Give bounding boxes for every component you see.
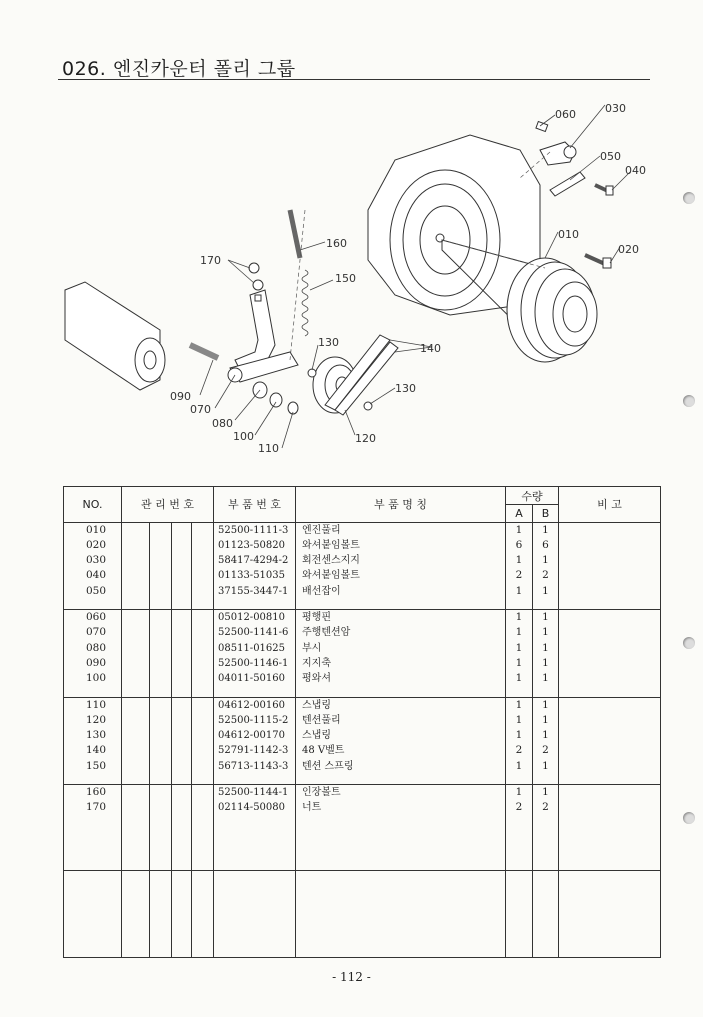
cell-no-value: 070 — [86, 626, 107, 639]
cell-qty-a-value: 1 — [515, 786, 523, 799]
cell-qty-b-value: 1 — [542, 713, 549, 726]
callout-010: 010 — [558, 228, 579, 241]
cell-no-value: 100 — [86, 672, 107, 685]
cell-qty-a-value: 1 — [515, 626, 523, 639]
cell-part-name-value: 평와셔 — [302, 673, 331, 685]
support-shaft — [190, 345, 218, 358]
cell-part-name-value: 너트 — [302, 802, 322, 814]
callout-020: 020 — [618, 243, 639, 256]
cell-part-name-value: 48 V벨트 — [302, 745, 345, 757]
cell-qty-b — [533, 697, 559, 784]
cell-no-value: 170 — [86, 801, 107, 814]
header-qty-b: B — [533, 505, 559, 522]
callout-030: 030 — [605, 102, 626, 115]
exploded-parts-diagram — [50, 90, 660, 465]
header-mgmt-no: 관 리 번 호 — [122, 487, 214, 523]
cell-mgmt — [150, 697, 172, 784]
callout-120: 120 — [355, 432, 376, 445]
bolt-020 — [585, 255, 611, 268]
cell-qty-a-value: 2 — [515, 569, 523, 582]
cell-no — [64, 870, 122, 958]
cell-no-value: 150 — [86, 759, 107, 772]
cell-part-name-value: 와셔붙임볼트 — [302, 570, 360, 582]
cell-part-no-value: 52500-1115-2 — [218, 714, 289, 726]
cell-qty-a-value: 1 — [515, 713, 523, 726]
cell-qty-b-value: 1 — [542, 672, 549, 685]
cell-no — [64, 785, 122, 870]
table-row-group — [64, 785, 661, 870]
cell-part-no-value: 04612-00160 — [218, 699, 286, 711]
cell-mgmt — [122, 785, 150, 870]
cell-part-no-value: 58417-4294-2 — [218, 555, 289, 567]
cell-qty-a — [506, 870, 533, 958]
table-row-group — [64, 522, 661, 609]
cell-part-no — [214, 870, 296, 958]
cell-qty-a-value: 1 — [515, 523, 523, 536]
cell-qty-a-value: 1 — [515, 554, 523, 567]
cell-qty-b-value: 6 — [542, 538, 549, 551]
cell-part-name-value: 텐션풀리 — [302, 714, 341, 726]
cell-qty-a-value: 1 — [515, 672, 523, 685]
cell-qty-b-value: 1 — [542, 759, 549, 772]
cell-part-no-value: 37155-3447-1 — [218, 585, 289, 597]
sensor-support — [536, 121, 576, 165]
cell-qty-b — [533, 522, 559, 609]
cell-part-no — [214, 522, 296, 609]
nuts — [249, 263, 263, 290]
cell-part-name-value: 엔진풀리 — [302, 524, 341, 536]
cell-qty-b-value: 1 — [542, 626, 549, 639]
callout-140: 140 — [420, 342, 441, 355]
cell-mgmt — [150, 870, 172, 958]
support-shaft-housing — [65, 282, 165, 390]
table-row-group — [64, 870, 661, 958]
cell-mgmt — [172, 870, 192, 958]
cell-part-name-value: 와셔붙임볼트 — [302, 539, 360, 551]
cell-part-name-value: 주행텐션암 — [302, 627, 351, 639]
callout-150: 150 — [335, 272, 356, 285]
cell-qty-a-value: 1 — [515, 584, 523, 597]
cell-mgmt — [122, 610, 150, 697]
callout-160: 160 — [326, 237, 347, 250]
cell-part-no — [214, 697, 296, 784]
cell-part-no-value: 56713-1143-3 — [218, 760, 289, 772]
cell-part-no-value: 04011-50160 — [218, 673, 286, 685]
binder-hole — [683, 637, 695, 649]
header-part-name: 부 품 명 칭 — [296, 487, 506, 523]
cell-part-name-value: 배선잡이 — [302, 585, 341, 597]
callout-100: 100 — [233, 430, 254, 443]
callout-080: 080 — [212, 417, 233, 430]
callout-110: 110 — [258, 442, 279, 455]
cell-no-value: 010 — [86, 523, 107, 536]
cell-qty-b — [533, 785, 559, 870]
cell-mgmt — [192, 870, 214, 958]
cell-part-name — [296, 522, 506, 609]
cell-qty-a-value: 1 — [515, 656, 523, 669]
cell-part-no-value: 01133-51035 — [218, 570, 286, 582]
cell-mgmt — [192, 610, 214, 697]
cell-part-no-value: 52791-1142-3 — [218, 745, 289, 757]
cell-qty-b-value: 1 — [542, 641, 549, 654]
tension-bolt — [290, 210, 300, 258]
cell-qty-b-value: 2 — [542, 801, 549, 814]
cell-qty-b-value: 2 — [542, 569, 549, 582]
cell-part-no-value: 08511-01625 — [218, 642, 286, 654]
callout-130b: 130 — [395, 382, 416, 395]
cell-mgmt — [192, 785, 214, 870]
cell-no-value: 160 — [86, 786, 107, 799]
cell-mgmt — [172, 522, 192, 609]
callout-040: 040 — [625, 164, 646, 177]
tension-spring — [302, 270, 308, 336]
title-rule — [58, 79, 650, 80]
snap-ring — [308, 369, 316, 377]
header-no: NO. — [64, 487, 122, 523]
cell-part-no-value: 01123-50820 — [218, 539, 286, 551]
cell-mgmt — [122, 697, 150, 784]
cell-qty-a-value: 2 — [515, 801, 523, 814]
header-part-no: 부 품 번 호 — [214, 487, 296, 523]
cell-part-no-value: 04612-00170 — [218, 730, 286, 742]
parts-table — [63, 486, 661, 958]
cell-part-name-value: 텐션 스프링 — [302, 760, 354, 772]
header-remarks: 비 고 — [559, 487, 661, 523]
cell-part-name-value: 부시 — [302, 642, 322, 654]
cell-qty-a — [506, 522, 533, 609]
cell-qty-b-value: 1 — [542, 611, 549, 624]
cell-no-value: 120 — [86, 713, 107, 726]
cell-qty-b-value: 1 — [542, 584, 549, 597]
binder-hole — [683, 812, 695, 824]
cell-part-name — [296, 785, 506, 870]
cell-part-no-value: 52500-1144-1 — [218, 787, 289, 799]
cell-remarks — [559, 610, 661, 697]
cell-qty-b-value: 1 — [542, 554, 549, 567]
cell-qty-b-value: 1 — [542, 656, 549, 669]
header-qty-a: A — [506, 505, 533, 522]
cell-qty-a-value: 1 — [515, 759, 523, 772]
cell-qty-b — [533, 870, 559, 958]
cell-part-no — [214, 785, 296, 870]
wiring-clamp — [550, 172, 613, 196]
cell-qty-a — [506, 697, 533, 784]
cell-qty-b-value: 1 — [542, 729, 549, 742]
cell-part-no-value: 05012-00810 — [218, 612, 286, 624]
binder-hole — [683, 192, 695, 204]
cell-qty-b-value: 2 — [542, 744, 549, 757]
callout-090: 090 — [170, 390, 191, 403]
cell-part-no-value: 02114-50080 — [218, 802, 286, 814]
table-row-group — [64, 697, 661, 784]
callout-060: 060 — [555, 108, 576, 121]
cell-part-name — [296, 870, 506, 958]
cell-no-value: 050 — [86, 584, 107, 597]
cell-mgmt — [192, 697, 214, 784]
page-number: - 112 - — [332, 970, 371, 984]
cell-part-no-value: 52500-1111-3 — [218, 524, 289, 536]
cell-no — [64, 522, 122, 609]
cell-part-name-value: 평행핀 — [302, 612, 331, 624]
cell-mgmt — [150, 785, 172, 870]
cell-part-no-value: 52500-1141-6 — [218, 627, 289, 639]
cell-part-name-value: 스냅링 — [302, 730, 331, 742]
binder-hole — [683, 395, 695, 407]
cell-mgmt — [150, 522, 172, 609]
cell-no-value: 020 — [86, 538, 107, 551]
cell-remarks — [559, 785, 661, 870]
cell-qty-b-value: 1 — [542, 698, 549, 711]
cell-qty-a — [506, 610, 533, 697]
cell-mgmt — [172, 697, 192, 784]
cell-no-value: 030 — [86, 554, 107, 567]
cell-no-value: 090 — [86, 656, 107, 669]
cell-mgmt — [172, 610, 192, 697]
cell-qty-b-value: 1 — [542, 786, 549, 799]
cell-no-value: 080 — [86, 641, 107, 654]
header-qty: 수량 — [506, 487, 559, 505]
cell-no — [64, 697, 122, 784]
cell-remarks — [559, 697, 661, 784]
cell-no-value: 130 — [86, 729, 107, 742]
cell-part-no — [214, 610, 296, 697]
cell-mgmt — [122, 870, 150, 958]
cell-part-name — [296, 697, 506, 784]
cell-qty-a — [506, 785, 533, 870]
cell-part-name-value: 지지축 — [302, 657, 331, 669]
callout-050: 050 — [600, 150, 621, 163]
cell-no-value: 140 — [86, 744, 107, 757]
cell-qty-a-value: 2 — [515, 744, 523, 757]
cell-part-name-value: 인장볼트 — [302, 787, 341, 799]
cell-part-name — [296, 610, 506, 697]
cell-qty-b — [533, 610, 559, 697]
cell-mgmt — [122, 522, 150, 609]
cell-qty-a-value: 1 — [515, 611, 523, 624]
cell-no-value: 040 — [86, 569, 107, 582]
cell-no-value: 110 — [86, 698, 107, 711]
cell-qty-a-value: 1 — [515, 641, 523, 654]
cell-mgmt — [192, 522, 214, 609]
cell-mgmt — [150, 610, 172, 697]
cell-remarks — [559, 870, 661, 958]
cell-qty-b-value: 1 — [542, 523, 549, 536]
cell-part-name-value: 회전센스지지 — [302, 555, 360, 567]
cell-no-value: 060 — [86, 611, 107, 624]
callout-070: 070 — [190, 403, 211, 416]
cell-qty-a-value: 1 — [515, 729, 523, 742]
cell-qty-a-value: 6 — [515, 538, 523, 551]
cell-remarks — [559, 522, 661, 609]
cell-no — [64, 610, 122, 697]
callout-130: 130 — [318, 336, 339, 349]
cell-part-no-value: 52500-1146-1 — [218, 657, 289, 669]
page-title: 026. 엔진카운터 폴리 그룹 — [62, 58, 296, 80]
table-row-group — [64, 610, 661, 697]
bushing-washer-snapring — [253, 382, 298, 414]
cell-part-name-value: 스냅링 — [302, 699, 331, 711]
cell-qty-a-value: 1 — [515, 698, 523, 711]
cell-mgmt — [172, 785, 192, 870]
callout-170: 170 — [200, 254, 221, 267]
